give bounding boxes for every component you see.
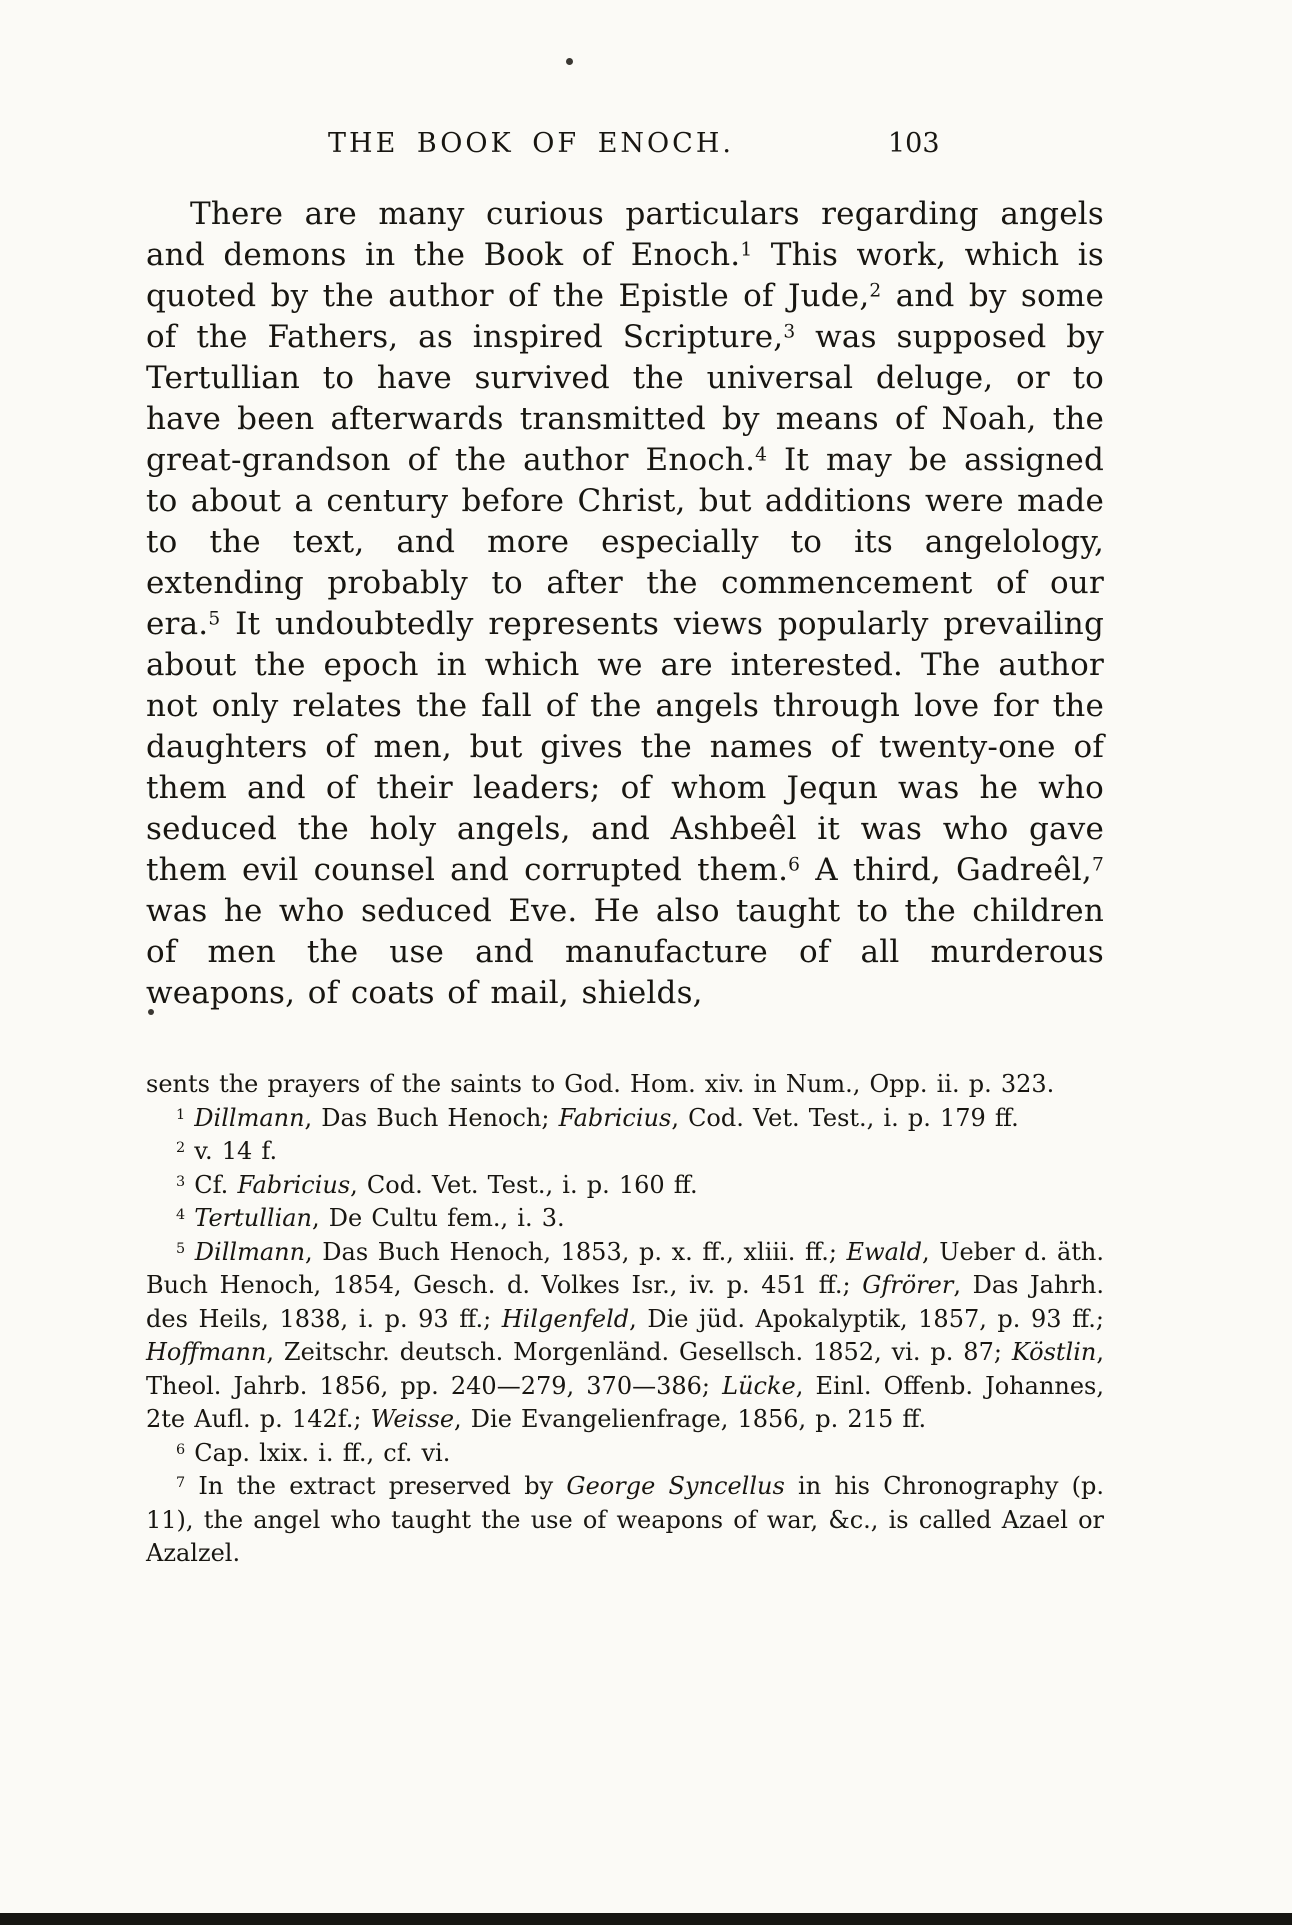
italic-run: Lücke (722, 1371, 796, 1400)
footnote-3 (146, 1169, 1104, 1203)
footnote-marker: 6 (176, 1441, 186, 1458)
text-run (185, 1104, 194, 1132)
footnote-marker: 5 (208, 608, 221, 630)
text-run: was supposed by Tertullian to have survived the universal deluge, or to have been afterwards transmitted by means of Noah, the great-grandson of the author Enoch. (146, 319, 1105, 478)
footnote-marker: 1 (176, 1106, 186, 1123)
footnote-1 (146, 1102, 1104, 1136)
text-run: , Ueber d. äth. Buch Henoch, 1854, Gesch. d. Volkes Isr., iv. p. 451 ff.; (146, 1237, 1105, 1299)
footnote-continuation (146, 1068, 1104, 1102)
footnote-marker: 7 (1091, 854, 1105, 876)
italic-run: Hilgenfeld (501, 1304, 630, 1333)
running-title: THE BOOK OF ENOCH. (328, 128, 734, 159)
text-run: , Theol. Jahrb. 1856, pp. 240—279, 370—386; (146, 1338, 1104, 1400)
footnote-marker: 4 (755, 444, 768, 466)
italic-run: Tertullian (194, 1204, 313, 1232)
footnote-6 (146, 1437, 1104, 1471)
body-text (146, 194, 1104, 1014)
scan-speck (566, 58, 573, 65)
italic-run: George Syncellus (566, 1472, 785, 1500)
text-run: was he who seduced Eve. He also taught to the children of men the use and manufacture of all murderous weapons, of coats of mail, shields, (146, 893, 1104, 1011)
text-run: , Einl. Offenb. Johannes, 2te Aufl. p. 142f.; (146, 1371, 1105, 1433)
italic-run: Hoffmann (146, 1338, 267, 1366)
footnote-marker: 2 (869, 280, 882, 302)
text-run: and by some of the Fathers, as inspired Scripture, (146, 278, 1104, 355)
page-header (146, 128, 1104, 168)
scan-edge-bottom (0, 1913, 1292, 1925)
italic-run: Weisse (370, 1405, 455, 1433)
italic-run: Köstlin (1011, 1338, 1097, 1366)
text-run: , Cod. Vet. Test., i. p. 179 ff. (671, 1103, 1019, 1132)
text-run: , Zeitschr. deutsch. Morgenländ. Gesellsch. 1852, vi. p. 87; (266, 1338, 1012, 1366)
text-run: In the extract preserved by (185, 1472, 567, 1500)
text-run: sents the prayers of the saints to God. Hom. xiv. in Num., Opp. ii. p. 323. (146, 1070, 1055, 1098)
text-run: , Das Buch Henoch; (304, 1103, 559, 1132)
italic-run: Ewald (846, 1237, 922, 1266)
footnote-marker: 1 (740, 239, 753, 261)
text-run: It undoubtedly represents views popularly prevailing about the epoch in which we are interested. The author not only relates the fall of the angels through love for the daughters of men, but gives the names of twenty-one of them and of their leaders; of whom Jequn was he who seduced the holy angels, and Ashbeêl it was who gave them evil counsel and corrupted them. (146, 606, 1104, 888)
footnotes-section (146, 1068, 1104, 1571)
text-run: , De Cultu fem., i. 3. (312, 1204, 565, 1232)
body-paragraph (146, 194, 1104, 1014)
text-run: Cf. (185, 1170, 238, 1199)
footnote-7 (146, 1470, 1104, 1571)
text-run: , Die Evangelienfrage, 1856, p. 215 ff. (454, 1405, 927, 1433)
footnote-marker: 2 (176, 1139, 186, 1156)
italic-run: Fabricius (558, 1103, 672, 1132)
page-number: 103 (888, 128, 940, 159)
footnote-marker: 4 (176, 1206, 186, 1223)
text-run (185, 1204, 194, 1232)
text-run: There are many curious particulars regarding angels and demons in the Book of Enoch. (146, 196, 1104, 273)
text-run: It may be assigned to about a century before Christ, but additions were made to the text, and more especially to its angelology, extending probably to after the commencement of our era. (146, 442, 1104, 642)
footnote-2 (146, 1135, 1104, 1169)
text-run: , Das Buch Henoch, 1853, p. x. ff., xliii. ff.; (305, 1237, 847, 1266)
text-block (146, 128, 1104, 1571)
footnote-5 (146, 1236, 1104, 1437)
text-run: Cap. lxix. i. ff., cf. vi. (185, 1438, 451, 1467)
text-run: , Das Jahrh. des Heils, 1838, i. p. 93 ff.; (146, 1271, 1105, 1333)
footnote-marker: 3 (783, 321, 796, 343)
footnote-4 (146, 1202, 1104, 1236)
footnote-marker: 3 (176, 1173, 186, 1190)
text-run: , Die jüd. Apokalyptik, 1857, p. 93 ff.; (629, 1304, 1105, 1333)
italic-run: Dillmann (194, 1237, 306, 1266)
text-run: in his Chronography (p. 11), the angel who taught the use of weapons of war, &c., is called Azael or Azalzel. (146, 1472, 1105, 1567)
footnote-marker: 6 (788, 854, 801, 876)
italic-run: Fabricius (237, 1170, 351, 1199)
italic-run: Gfrörer (862, 1271, 954, 1299)
footnote-marker: 7 (176, 1474, 186, 1491)
text-run: v. 14 f. (185, 1137, 278, 1165)
text-run (185, 1238, 195, 1266)
text-run: , Cod. Vet. Test., i. p. 160 ff. (350, 1170, 698, 1199)
italic-run: Dillmann (194, 1103, 305, 1132)
footnote-marker: 5 (176, 1240, 186, 1257)
text-run: A third, Gadreêl, (800, 852, 1092, 888)
text-run: This work, which is quoted by the author of the Epistle of Jude, (146, 237, 1104, 314)
